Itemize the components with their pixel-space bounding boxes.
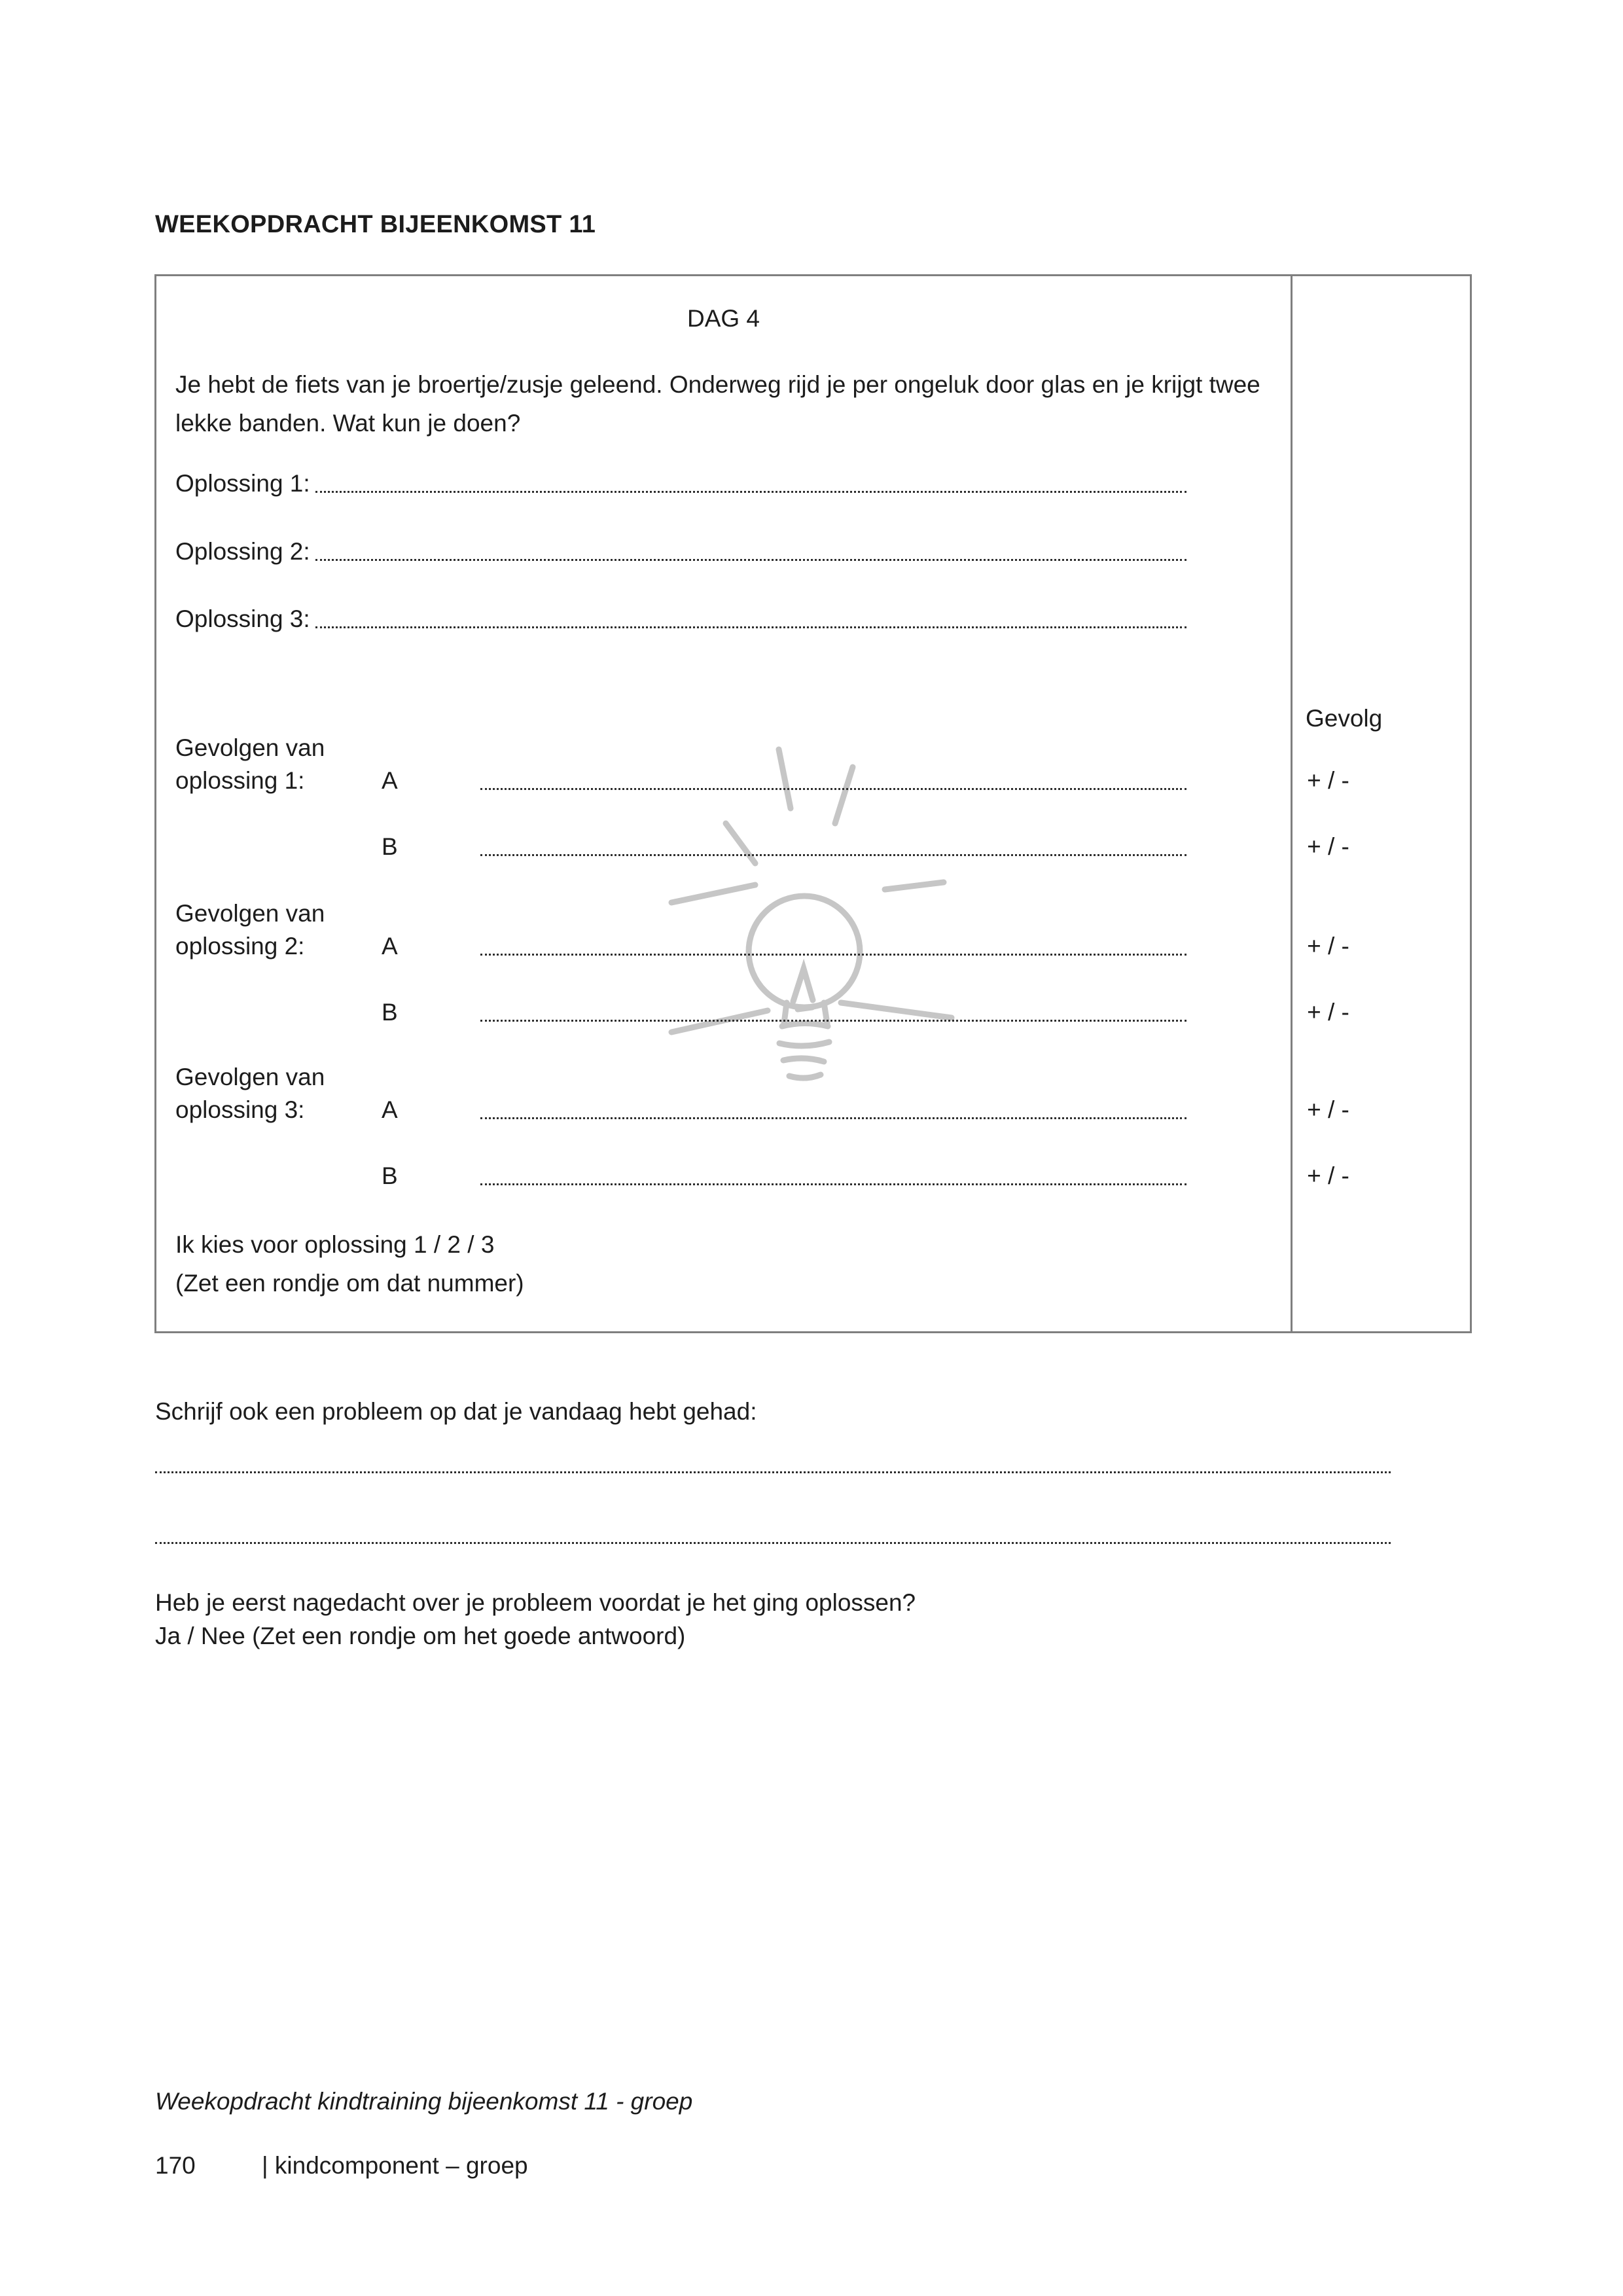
worksheet-table	[154, 274, 1472, 1333]
dotted-answer-line	[480, 1111, 1186, 1119]
solution-line-3	[175, 605, 1186, 633]
consequence-group-heading: Gevolgen van	[175, 900, 325, 927]
dotted-answer-line	[315, 484, 1186, 493]
followup-answer-options: Ja / Nee (Zet een rondje om het goede antwoord)	[155, 1622, 686, 1649]
dotted-answer-line	[480, 1013, 1186, 1022]
followup-question: Heb je eerst nagedacht over je probleem voordat je het ging oplossen?	[155, 1589, 916, 1616]
consequence-row	[156, 833, 1470, 861]
gevolg-value: + / -	[1307, 999, 1349, 1026]
consequence-group-heading: Gevolgen van	[175, 734, 325, 761]
footer-note: Weekopdracht kindtraining bijeenkomst 11 - groep	[155, 2088, 693, 2115]
gevolg-value: + / -	[1307, 833, 1349, 860]
choice-block	[175, 1225, 524, 1302]
dotted-answer-line	[315, 620, 1186, 628]
gevolg-column-header: Gevolg	[1306, 705, 1383, 732]
consequence-subheading: oplossing 1:	[175, 767, 305, 794]
row-letter: B	[382, 1162, 398, 1189]
consequence-group-heading: Gevolgen van	[175, 1064, 325, 1090]
row-letter: A	[382, 767, 398, 794]
gevolg-value: + / -	[1307, 1162, 1349, 1189]
gevolg-value: + / -	[1307, 1096, 1349, 1123]
row-letter: A	[382, 1096, 398, 1123]
row-letter: A	[382, 933, 398, 960]
extra-problem-prompt: Schrijf ook een probleem op dat je vandaag hebt gehad:	[155, 1398, 757, 1425]
extra-answer-line	[155, 1450, 1391, 1473]
consequence-row	[156, 767, 1470, 795]
choice-instruction: (Zet een rondje om dat nummer)	[175, 1270, 524, 1297]
row-letter: B	[382, 833, 398, 860]
dotted-answer-line	[480, 848, 1186, 856]
followup-block	[155, 1587, 916, 1653]
solution-label: Oplossing 1:	[175, 470, 310, 497]
solution-line-1	[175, 470, 1186, 497]
page-number: 170	[155, 2152, 196, 2179]
choice-text: Ik kies voor oplossing 1 / 2 / 3	[175, 1231, 495, 1258]
consequence-subheading: oplossing 3:	[175, 1096, 305, 1123]
consequence-row	[156, 1162, 1470, 1190]
solution-label: Oplossing 3:	[175, 605, 310, 632]
dotted-answer-line	[480, 947, 1186, 956]
solution-line-2	[175, 538, 1186, 565]
gevolg-value: + / -	[1307, 933, 1349, 960]
footer-component-label: | kindcomponent – groep	[262, 2152, 528, 2179]
consequence-row	[156, 1096, 1470, 1124]
solution-label: Oplossing 2:	[175, 538, 310, 565]
problem-text: Je hebt de fiets van je broertje/zusje geleend. Onderweg rijd je per ongeluk door glas en je krijgt twee lekke banden. Wat kun je doen?	[175, 371, 1260, 437]
row-letter: B	[382, 999, 398, 1026]
page-title: WEEKOPDRACHT BIJEENKOMST 11	[155, 211, 596, 238]
dotted-answer-line	[315, 552, 1186, 561]
dotted-answer-line	[480, 1177, 1186, 1185]
consequence-subheading: oplossing 2:	[175, 933, 305, 960]
gevolg-value: + / -	[1307, 767, 1349, 794]
consequence-row	[156, 933, 1470, 960]
extra-answer-line	[155, 1521, 1391, 1544]
consequence-row	[156, 999, 1470, 1026]
dotted-answer-line	[480, 781, 1186, 790]
day-title: DAG 4	[687, 305, 760, 332]
